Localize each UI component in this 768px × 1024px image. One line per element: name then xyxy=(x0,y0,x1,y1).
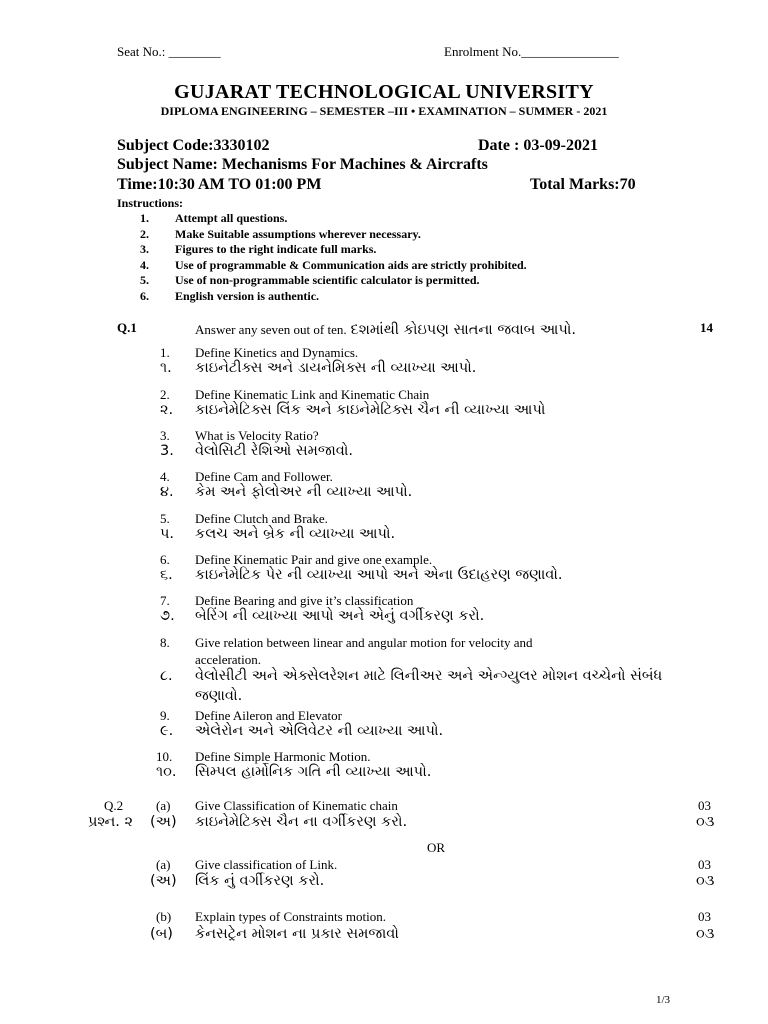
q1-item-number: 7. xyxy=(160,593,170,608)
exam-date: Date : 03-09-2021 xyxy=(478,137,598,154)
q2-a-alt-english: Give classification of Link. xyxy=(195,857,338,872)
q1-item-number-gujarati: પ. xyxy=(160,526,175,542)
instruction-number: 5. xyxy=(140,273,149,287)
q1-item-gujarati: કાઇનેમેટિક પેર ની વ્યાખ્યા આપો અને એના ઉદાહરણ જણાવો. xyxy=(195,567,563,583)
q1-item-english: Define Simple Harmonic Motion. xyxy=(195,749,371,764)
or-separator: OR xyxy=(427,840,446,855)
q2-b-marks-gujarati: ૦૩ xyxy=(696,926,715,942)
instruction-number: 2. xyxy=(140,227,149,241)
q2-sub-label: (a) xyxy=(156,798,171,813)
instruction-number: 6. xyxy=(140,289,149,303)
q1-item-gujarati: સિમ્પલ હાર્મોનિક ગતિ ની વ્યાખ્યા આપો. xyxy=(195,764,432,780)
q2-a-marks-gujarati: ૦૩ xyxy=(696,814,715,830)
q1-item-gujarati: વેલોસિટી રેશિઓ સમજાવો. xyxy=(195,443,354,459)
q1-item-number-gujarati: ૬. xyxy=(160,567,173,583)
question-1-marks: 14 xyxy=(700,320,713,335)
q1-item-english: Define Kinetics and Dynamics. xyxy=(195,345,359,360)
q2-sub-label-gujarati: (અ) xyxy=(150,814,177,830)
q2-a-english: Give Classification of Kinematic chain xyxy=(195,798,398,813)
q1-item-english: Define Kinematic Link and Kinematic Chain xyxy=(195,387,430,402)
q2-a-marks: 03 xyxy=(698,798,711,813)
question-1-prompt-gujarati: દશમાંથી કોઇપણ સાતના જવાબ આપો. xyxy=(350,322,576,338)
instruction-text: Use of non-programmable scientific calculator is permitted. xyxy=(175,273,480,287)
q1-item-gujarati: એલેરોન અને એલિવેટર ની વ્યાખ્યા આપો. xyxy=(195,723,444,739)
q2-sub-label: (b) xyxy=(156,909,172,924)
question-1-label: Q.1 xyxy=(117,320,137,335)
total-marks: Total Marks:70 xyxy=(530,176,636,193)
q1-item-gujarati: વેલોસીટી અને એક્સેલરેશન માટે લિનીઅર અને એન્ગ્યુલર મોશન વચ્ચેનો સંબંધ xyxy=(195,668,663,684)
q1-item-english: Define Bearing and give it’s classification xyxy=(195,593,414,608)
question-1-prompt-english: Answer any seven out of ten. xyxy=(195,322,347,337)
q1-item-number: 6. xyxy=(160,552,170,567)
q2-a-gujarati: કાઇનેમેટિક્સ ચૈન ના વર્ગીકરણ કરો. xyxy=(195,814,408,830)
q1-item-english-continued: acceleration. xyxy=(195,652,262,667)
question-1-prompt xyxy=(195,321,576,339)
q1-item-number-gujarati: 3. xyxy=(160,443,174,459)
q2-sub-label: (a) xyxy=(156,857,171,872)
q1-item-number-gujarati: ૮. xyxy=(160,668,173,684)
subject-code: Subject Code:3330102 xyxy=(117,137,270,154)
q1-item-english: Give relation between linear and angular motion for velocity and xyxy=(195,635,533,650)
q1-item-number: 8. xyxy=(160,635,170,650)
q2-sub-label-gujarati: (બ) xyxy=(150,926,173,942)
q1-item-english: Define Cam and Follower. xyxy=(195,469,333,484)
instruction-text: English version is authentic. xyxy=(175,289,320,303)
q2-sub-label-gujarati: (અ) xyxy=(150,873,177,889)
q1-item-number-gujarati: ૭. xyxy=(160,608,175,624)
q1-item-gujarati: બેરિંગ ની વ્યાખ્યા આપો અને એનું વર્ગીકરણ કરો. xyxy=(195,608,485,624)
instruction-text: Figures to the right indicate full marks. xyxy=(175,242,377,256)
q2-b-english: Explain types of Constraints motion. xyxy=(195,909,387,924)
instruction-text: Use of programmable & Communication aids are strictly prohibited. xyxy=(175,258,527,272)
seat-number-field: Seat No.: ________ xyxy=(117,44,221,59)
q1-item-gujarati: કેમ અને ફોલોઅર ની વ્યાખ્યા આપો. xyxy=(195,484,413,500)
q1-item-number-gujarati: ૨. xyxy=(160,402,174,418)
q2-a-alt-gujarati: લિંક નું વર્ગીકરણ કરો. xyxy=(195,873,325,889)
exam-time: Time:10:30 AM TO 01:00 PM xyxy=(117,176,322,193)
q1-item-number: 9. xyxy=(160,708,170,723)
page-number: 1/3 xyxy=(656,994,671,1006)
q2-a-alt-marks-gujarati: ૦૩ xyxy=(696,873,715,889)
q1-item-english: Define Kinematic Pair and give one example. xyxy=(195,552,433,567)
q1-item-number: 1. xyxy=(160,345,170,360)
q1-item-number: 3. xyxy=(160,428,170,443)
enrolment-number-field: Enrolment No._______________ xyxy=(444,44,619,59)
university-title: GUJARAT TECHNOLOGICAL UNIVERSITY xyxy=(174,81,594,103)
instruction-text: Attempt all questions. xyxy=(175,211,288,225)
q1-item-number: 4. xyxy=(160,469,170,484)
q1-item-number-gujarati: ૯. xyxy=(160,723,174,739)
question-2-label: Q.2 xyxy=(104,798,124,813)
q2-b-gujarati: કેનસટ્રેન મોશન ના પ્રકાર સમજાવો xyxy=(195,926,399,942)
exam-subtitle: DIPLOMA ENGINEERING – SEMESTER –III • EXAMINATION – SUMMER - 2021 xyxy=(160,104,608,118)
instruction-number: 1. xyxy=(140,211,149,225)
q1-item-number-gujarati: ૧. xyxy=(160,360,172,376)
q1-item-gujarati-continued: જણાવો. xyxy=(195,688,243,704)
subject-name: Subject Name: Mechanisms For Machines & Aircrafts xyxy=(117,156,488,173)
instruction-number: 4. xyxy=(140,258,149,272)
q1-item-english: Define Clutch and Brake. xyxy=(195,511,328,526)
instructions-heading: Instructions: xyxy=(117,196,184,210)
instruction-number: 3. xyxy=(140,242,149,256)
q1-item-number: 2. xyxy=(160,387,170,402)
q1-item-english: What is Velocity Ratio? xyxy=(195,428,319,443)
q1-item-english: Define Aileron and Elevator xyxy=(195,708,342,723)
q1-item-gujarati: કાઇનેટીક્સ અને ડાયનેમિક્સ ની વ્યાખ્યા આપો. xyxy=(195,360,477,376)
instruction-text: Make Suitable assumptions wherever necessary. xyxy=(175,227,421,241)
q1-item-number-gujarati: ૧૦. xyxy=(156,764,177,780)
q2-a-alt-marks: 03 xyxy=(698,857,711,872)
q1-item-gujarati: કલચ અને બ્રેક ની વ્યાખ્યા આપો. xyxy=(195,526,396,542)
q1-item-number: 10. xyxy=(156,749,173,764)
q1-item-number-gujarati: ૪. xyxy=(160,484,174,500)
q1-item-number: 5. xyxy=(160,511,170,526)
question-2-label-gujarati: પ્રશ્ન. ૨ xyxy=(88,814,134,830)
q1-item-gujarati: કાઇનેમેટિક્સ લિંક અને કાઇનેમેટિક્સ ચૈન ની વ્યાખ્યા આપો xyxy=(195,402,546,418)
q2-b-marks: 03 xyxy=(698,909,711,924)
